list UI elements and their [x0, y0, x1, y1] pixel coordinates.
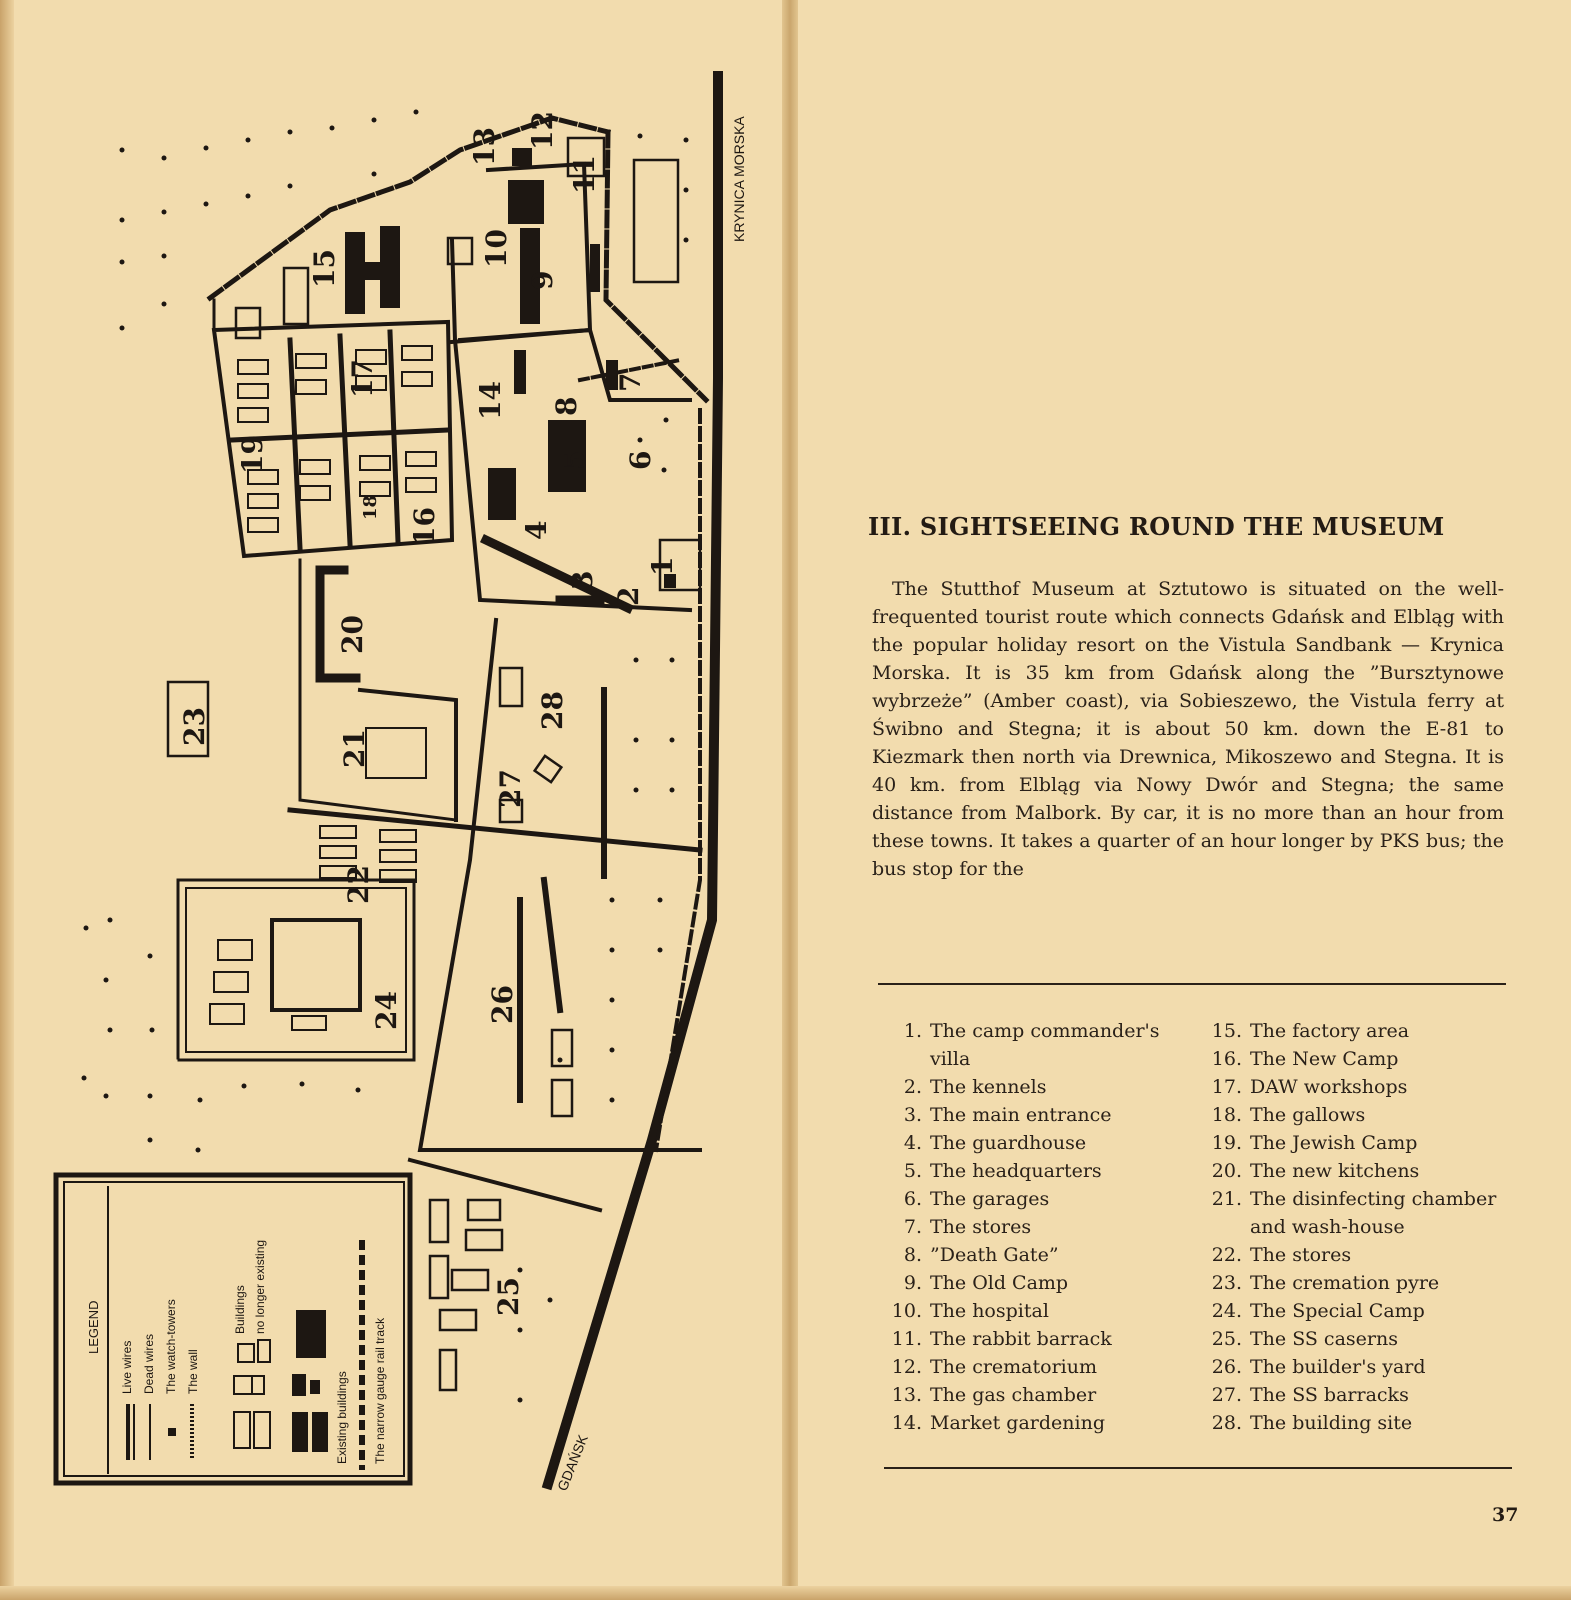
map-key-text: The new kitchens	[1250, 1160, 1420, 1182]
area-number: 14	[474, 381, 507, 420]
map-key-item	[1200, 1325, 1520, 1353]
map-key-text: The SS barracks	[1250, 1384, 1409, 1406]
legend-item: no longer existing	[253, 1239, 267, 1334]
map-key-text: The gallows	[1250, 1104, 1366, 1126]
area-number: 28	[536, 691, 569, 730]
map-key-number: 9.	[903, 1272, 922, 1294]
map-key-item	[880, 1353, 1180, 1381]
map-key-text: The garages	[930, 1188, 1050, 1210]
map-key-number: 18.	[1211, 1104, 1242, 1126]
map-key-text: The headquarters	[930, 1160, 1102, 1182]
legend-item: The watch-towers	[164, 1299, 178, 1394]
area-number: 12	[526, 111, 559, 150]
map-key-text: The factory area	[1250, 1020, 1410, 1042]
map-key-text: The guardhouse	[930, 1132, 1087, 1154]
map-key-text: The stores	[930, 1216, 1032, 1238]
map-key-text: The Jewish Camp	[1250, 1132, 1418, 1154]
map-key-number: 13.	[891, 1384, 922, 1406]
area-number: 22	[342, 865, 375, 904]
map-key-list-right	[1200, 1017, 1520, 1437]
map-key-number: 4.	[903, 1132, 922, 1154]
area-number: 10	[480, 229, 513, 268]
divider-top	[878, 983, 1506, 985]
map-key-text: The Old Camp	[930, 1272, 1069, 1294]
map-key-text: The cremation pyre	[1250, 1272, 1440, 1294]
map-key-text: The SS caserns	[1250, 1328, 1398, 1350]
area-number: 2	[612, 586, 645, 606]
map-key-text: The building site	[1250, 1412, 1413, 1434]
area-number: 21	[338, 729, 371, 768]
map-key-number: 11.	[891, 1328, 922, 1350]
map-key-item	[1200, 1129, 1520, 1157]
map-key-item	[1200, 1157, 1520, 1185]
map-legend	[56, 1175, 410, 1483]
area-number: 3	[566, 570, 599, 590]
area-number: 15	[308, 249, 341, 288]
map-key-number: 3.	[903, 1104, 922, 1126]
area-number: 26	[486, 985, 519, 1024]
map-key-item	[1200, 1017, 1520, 1045]
map-key-item	[880, 1241, 1180, 1269]
map-key-number: 10.	[891, 1300, 922, 1322]
legend-item: Dead wires	[142, 1333, 156, 1394]
map-key-text: The main entrance	[930, 1104, 1112, 1126]
map-key-text: The Special Camp	[1250, 1300, 1425, 1322]
map-key-item	[880, 1101, 1180, 1129]
divider-bottom	[884, 1467, 1512, 1469]
map-key-number: 7.	[903, 1216, 922, 1238]
map-key-list-left	[880, 1017, 1180, 1437]
map-key-item	[880, 1409, 1180, 1437]
area-number: 6	[624, 450, 657, 470]
map-key-item	[880, 1185, 1180, 1213]
map-key-text: The kennels	[930, 1076, 1047, 1098]
map-key-number: 25.	[1211, 1328, 1242, 1350]
map-key-item	[880, 1017, 1180, 1073]
map-key-text: The disinfecting chamber and wash-house	[1250, 1188, 1497, 1238]
map-key-number: 5.	[903, 1160, 922, 1182]
area-number: 24	[370, 991, 403, 1030]
map-key-item	[1200, 1381, 1520, 1409]
map-key-number: 27.	[1211, 1384, 1242, 1406]
map-key-text: The crematorium	[930, 1356, 1097, 1378]
area-number: 25	[492, 1277, 525, 1316]
map-key-text: The builder's yard	[1250, 1356, 1426, 1378]
map-key-number: 26.	[1211, 1356, 1242, 1378]
map-key-number: 1.	[903, 1020, 922, 1042]
section-title: III. SIGHTSEEING ROUND THE MUSEUM	[868, 512, 1445, 541]
page-number: 37	[1492, 1504, 1519, 1526]
map-key-number: 24.	[1211, 1300, 1242, 1322]
map-key-text: The hospital	[930, 1300, 1049, 1322]
map-key-number: 14.	[891, 1412, 922, 1434]
area-number: 18	[360, 494, 381, 520]
map-key-item	[1200, 1409, 1520, 1437]
map-key-text: The stores	[1250, 1244, 1352, 1266]
map-key-item	[1200, 1297, 1520, 1325]
road-label-krynica: KRYNICA MORSKA	[731, 116, 747, 242]
map-key-item	[880, 1213, 1180, 1241]
area-number: 11	[568, 155, 601, 194]
map-key-item	[1200, 1241, 1520, 1269]
map-key-item	[1200, 1045, 1520, 1073]
map-key-number: 8.	[903, 1244, 922, 1266]
map-key-number: 28.	[1211, 1412, 1242, 1434]
map-key-item	[880, 1269, 1180, 1297]
map-key-number: 17.	[1211, 1076, 1242, 1098]
map-key-item	[880, 1381, 1180, 1409]
map-key-number: 23.	[1211, 1272, 1242, 1294]
map-key-number: 22.	[1211, 1244, 1242, 1266]
map-key-text: ”Death Gate”	[930, 1244, 1059, 1266]
map-key-item	[1200, 1269, 1520, 1297]
area-number: 27	[494, 769, 527, 808]
main-road	[548, 76, 718, 1484]
map-key-item	[1200, 1185, 1520, 1241]
legend-item: The wall	[186, 1349, 200, 1394]
legend-item: Buildings	[233, 1285, 247, 1334]
area-number: 4	[520, 520, 553, 540]
area-number: 7	[614, 372, 647, 392]
map-key-item	[880, 1157, 1180, 1185]
road-label-gdansk: GDAŃSK	[553, 1432, 591, 1494]
area-number: 1	[646, 556, 679, 576]
area-number: 16	[408, 507, 441, 546]
map-key-text: Market gardening	[930, 1412, 1105, 1434]
intro-paragraph: The Stutthof Museum at Sztutowo is situated on the well-frequented tourist route which connects Gdańsk and Elbląg with the popular holiday resort on the Vistula Sandbank — Krynica Morska. It is 35 km from Gdańsk along the ”Bursztynowe wybrzeże” (Amber coast), via Sobieszewo, the Vistula ferry at Świbno and Stegna; it is about 50 km. down the E-81 to Kiezmark then north via Drewnica, Mikoszewo and Stegna. It is 40 km. from Elbląg via Nowy Dwór and Stegna; the same distance from Malbork. By car, it is no more than an hour from these towns. It takes a quarter of an hour longer by PKS bus; the bus stop for the	[872, 578, 1504, 880]
map-key-number: 19.	[1211, 1132, 1242, 1154]
map-key-item	[880, 1325, 1180, 1353]
map-key-item	[880, 1297, 1180, 1325]
map-key-text: DAW workshops	[1250, 1076, 1408, 1098]
map-key-number: 21.	[1211, 1188, 1242, 1210]
area-number: 20	[336, 615, 369, 654]
map-key-item	[880, 1073, 1180, 1101]
map-key-text: The gas chamber	[930, 1384, 1097, 1406]
area-number: 13	[468, 127, 501, 166]
area-number: 8	[550, 396, 583, 416]
map-key-item	[1200, 1101, 1520, 1129]
map-key-text: The rabbit barrack	[930, 1328, 1112, 1350]
area-number: 19	[236, 435, 269, 474]
map-key-item	[1200, 1073, 1520, 1101]
map-key-item	[1200, 1353, 1520, 1381]
map-key-number: 20.	[1211, 1160, 1242, 1182]
map-key-text: The camp commander's villa	[930, 1020, 1160, 1070]
area-number: 5	[558, 450, 591, 470]
legend-item: The narrow gauge rail track	[373, 1317, 387, 1464]
map-key-text: The New Camp	[1250, 1048, 1399, 1070]
area-number: 23	[178, 707, 211, 746]
legend-title: LEGEND	[86, 1300, 101, 1354]
map-key-number: 2.	[903, 1076, 922, 1098]
map-key-item	[880, 1129, 1180, 1157]
legend-item: Live wires	[120, 1340, 134, 1394]
area-number: 9	[526, 270, 559, 290]
map-key-number: 6.	[903, 1188, 922, 1210]
map-key-number: 15.	[1211, 1020, 1242, 1042]
map-key-number: 16.	[1211, 1048, 1242, 1070]
area-number: 17	[346, 359, 379, 398]
legend-item: Existing buildings	[335, 1371, 349, 1464]
map-key-number: 12.	[891, 1356, 922, 1378]
